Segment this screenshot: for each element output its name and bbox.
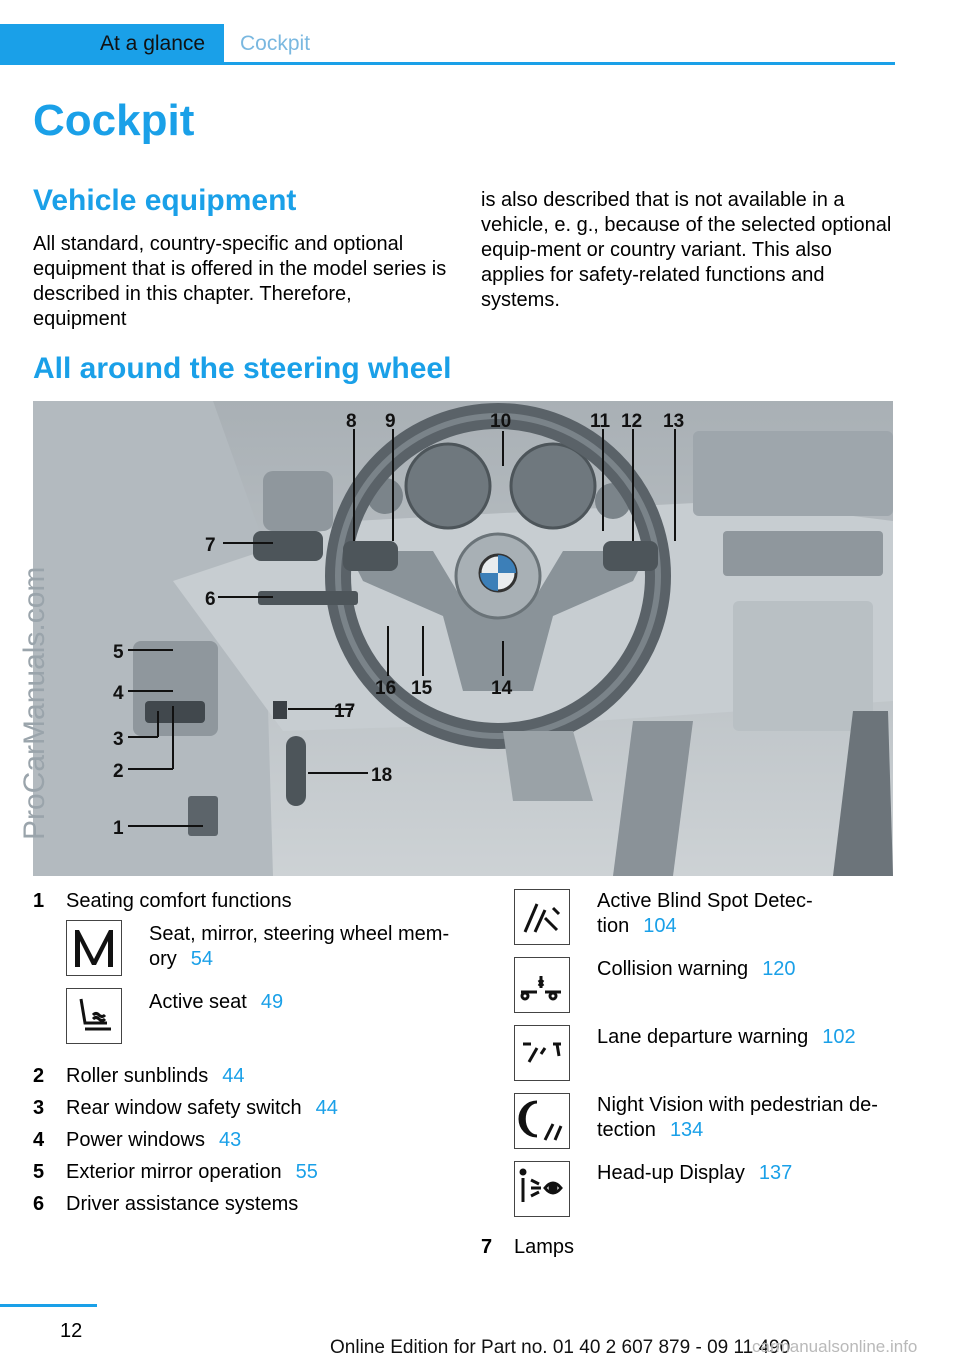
callout-2: 2 xyxy=(113,761,124,782)
callout-11: 11 xyxy=(590,411,611,432)
tab-at-a-glance-label: At a glance xyxy=(100,32,206,55)
page-ref-link[interactable]: 44 xyxy=(315,1097,338,1119)
intro-text-col1: All standard, country-specific and optional equipment that is offered in the model series is described in this chapter. Therefore, equipment xyxy=(33,233,447,330)
sub-item-lane-departure: Lane departure warning 102 xyxy=(597,1026,856,1048)
page-number: 12 xyxy=(60,1320,83,1342)
callout-10: 10 xyxy=(490,411,512,432)
callout-16: 16 xyxy=(375,678,397,699)
page-title: Cockpit xyxy=(33,96,195,145)
callout-7: 7 xyxy=(205,535,216,556)
blind-spot-icon xyxy=(514,889,570,945)
callout-13: 13 xyxy=(663,411,685,432)
tab-at-a-glance[interactable] xyxy=(0,24,224,62)
page-ref-link[interactable]: 137 xyxy=(758,1162,793,1184)
memory-m-icon xyxy=(66,920,122,976)
callout-12: 12 xyxy=(621,411,643,432)
footer-rule xyxy=(0,1304,97,1307)
sub-item-night-vision: Night Vision with pedestrian de- tection 134 xyxy=(597,1094,878,1141)
callout-1: 1 xyxy=(113,818,124,839)
callout-8: 8 xyxy=(346,411,357,432)
collision-warning-icon xyxy=(514,957,570,1013)
intro-text-col2: is also described that is not available in a vehicle, e. g., because of the selected optional equip-ment or country variant. This also applies for safety-related functions and systems. xyxy=(481,189,892,311)
header-tabs xyxy=(0,0,895,65)
footer-site-watermark: carmanualsonline.info xyxy=(752,1337,918,1356)
callout-3: 3 xyxy=(113,729,124,750)
section-heading-steering-wheel: All around the steering wheel xyxy=(33,352,452,385)
cockpit-illustration xyxy=(33,401,893,876)
page-ref-link[interactable]: 49 xyxy=(260,991,284,1013)
sub-item-blind-spot: Active Blind Spot Detec- tion 104 xyxy=(597,890,813,937)
page-ref-link[interactable]: 102 xyxy=(822,1026,856,1048)
page-ref-link[interactable]: 54 xyxy=(190,948,214,970)
page-ref-link[interactable]: 44 xyxy=(222,1065,245,1087)
active-seat-icon xyxy=(66,988,122,1044)
page-ref-link[interactable]: 43 xyxy=(218,1129,242,1151)
callout-18: 18 xyxy=(371,765,393,786)
sub-item-head-up-display: Head-up Display 137 xyxy=(597,1162,793,1184)
callout-9: 9 xyxy=(385,411,396,432)
page-ref-link[interactable]: 55 xyxy=(295,1161,318,1183)
sub-item-active-seat: Active seat 49 xyxy=(149,991,284,1013)
callout-6: 6 xyxy=(205,589,216,610)
night-vision-icon xyxy=(514,1093,570,1149)
page-ref-link[interactable]: 120 xyxy=(762,958,796,980)
legend-left: 1 Seating comfort functions Seat, mirror, steering wheel mem- ory 54 Active seat 49 2 Roller sunblinds 44 3 Rear window safety switch 44 4 Power windows 43 5 Exterior mirror operation 55 6 Driver assistance systems xyxy=(33,889,453,1219)
callout-5: 5 xyxy=(113,642,124,663)
watermark: ProCarManuals.com xyxy=(18,566,51,840)
section-heading-vehicle-equipment: Vehicle equipment xyxy=(33,184,297,217)
page-ref-link[interactable]: 134 xyxy=(669,1119,704,1141)
callout-4: 4 xyxy=(113,683,124,704)
sub-item-memory: Seat, mirror, steering wheel mem- ory 54 xyxy=(149,923,450,970)
footer-edition: Online Edition for Part no. 01 40 2 607 879 - 09 11 490 xyxy=(330,1337,791,1358)
legend-right: Active Blind Spot Detec- tion 104 Collision warning 120 Lane departure warning 102 Night Vision with pedestrian de- tection 134 Head-up Display 137 7 Lamps xyxy=(481,889,901,1269)
sub-item-collision-warning: Collision warning 120 xyxy=(597,958,796,980)
head-up-display-icon xyxy=(514,1161,570,1217)
page-ref-link[interactable]: 104 xyxy=(643,915,677,937)
callout-17: 17 xyxy=(334,701,356,722)
lane-departure-icon xyxy=(514,1025,570,1081)
callout-14: 14 xyxy=(491,678,513,699)
callout-15: 15 xyxy=(411,678,433,699)
tab-cockpit[interactable]: Cockpit xyxy=(240,32,311,55)
